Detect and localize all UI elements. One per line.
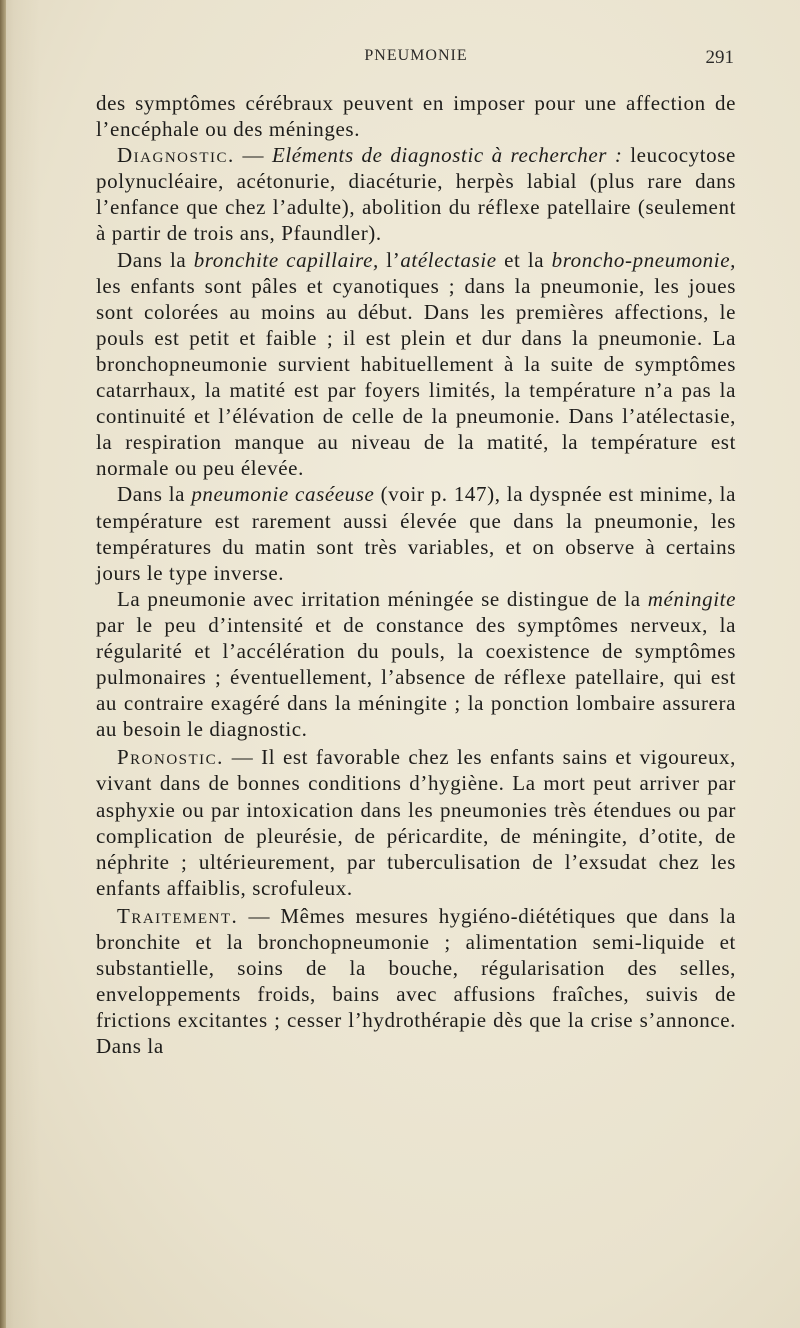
paragraph-meningeal <box>96 586 736 743</box>
italic-term: méningite <box>647 586 736 611</box>
text-run: les enfants sont pâles et cyanotiques ; dans la pneumonie, les joues sont colorées au moins au début. Dans les premières affections, le pouls est petit et faible ; il est plein et dur dans la pneumonie. La bronchopneumonie survient habituellement à la suite de symptômes catarrhaux, la matité est par foyers limités, la température n’a pas la continuité et l’élévation de celle de la pneumonie. Dans l’atélectasie, la respiration manque au niveau de la matité, la température est normale ou peu élevée. <box>96 273 736 481</box>
paragraph-text: — Mêmes mesures hygiéno-diététiques que dans la bronchite et la bronchopneumonie ; alimentation semi-liquide et substantielle, soins de la bouche, régularisation des selles, enveloppements froids, bains avec affusions fraîches, suivis de frictions excitantes ; cesser l’hydrothérapie dès que la crise s’annonce. Dans la <box>96 903 736 1059</box>
text-run: et la <box>496 247 552 272</box>
italic-term: bronchite capillaire, <box>193 247 379 272</box>
text-run: l’ <box>378 247 401 272</box>
paragraph-differential <box>96 247 736 482</box>
italic-term: atélectasie <box>400 247 497 272</box>
text-run: Dans la <box>117 482 192 507</box>
section-heading-pronostic: Pronostic. <box>117 745 224 770</box>
text-run: par le peu d’intensité et de constance des symptômes nerveux, la régularité et l’accélération du pouls, la coexistence de symptômes pulmonaires ; éventuellement, l’absence de réflexe patellaire, qui est au contraire exagéré dans la méningite ; la ponction lombaire assurera au besoin le diagnostic. <box>96 612 736 742</box>
text-run: (voir p. 147), la dyspnée est minime, la température est rarement aussi élevée que dans la pneumonie, les températures du matin sont très variables, et on observe à certains jours le type inverse. <box>96 482 736 585</box>
italic-phrase: Eléments de diagnostic à rechercher : <box>271 143 623 168</box>
running-header <box>96 47 736 73</box>
paragraph-traitement <box>96 903 736 1060</box>
heading-dash: — <box>234 143 272 168</box>
text-run: La pneumonie avec irritation méningée se distingue de la <box>117 586 648 611</box>
italic-term: pneumonie caséeuse <box>191 482 375 507</box>
section-heading-traitement: Traitement. <box>117 903 239 928</box>
body-text <box>96 90 736 1059</box>
italic-term: broncho-pneumonie, <box>551 247 736 272</box>
page-number: 291 <box>705 47 734 68</box>
paragraph-continuation: des symptômes cérébraux peuvent en imposer pour une affection de l’encéphale ou des méninges. <box>96 91 736 142</box>
paragraph-diagnostic <box>96 142 736 246</box>
section-heading-diagnostic: Diagnostic. <box>117 143 235 168</box>
paragraph-text: — Il est favorable chez les enfants sains et vigoureux, vivant dans de bonnes conditions d’hygiène. La mort peut arriver par asphyxie ou par intoxication dans les pneumonies très étendues ou par complication de pleurésie, de péricardite, de méningite, d’otite, de néphrite ; ultérieurement, par tuberculisation de l’exsudat chez les enfants affaiblis, scrofuleux. <box>96 745 736 900</box>
page-binding-edge <box>0 0 6 1328</box>
paragraph-pronostic <box>96 744 736 901</box>
paragraph-text: leucocytose polynucléaire, acétonurie, diacéturie, herpès labial (plus rare dans l’enfance que chez l’adulte), abolition du réflexe patellaire (seulement à partir de trois ans, Pfaundler). <box>96 143 736 246</box>
running-title: PNEUMONIE <box>364 47 468 64</box>
text-run: Dans la <box>117 247 194 272</box>
paragraph-caseous <box>96 481 736 585</box>
